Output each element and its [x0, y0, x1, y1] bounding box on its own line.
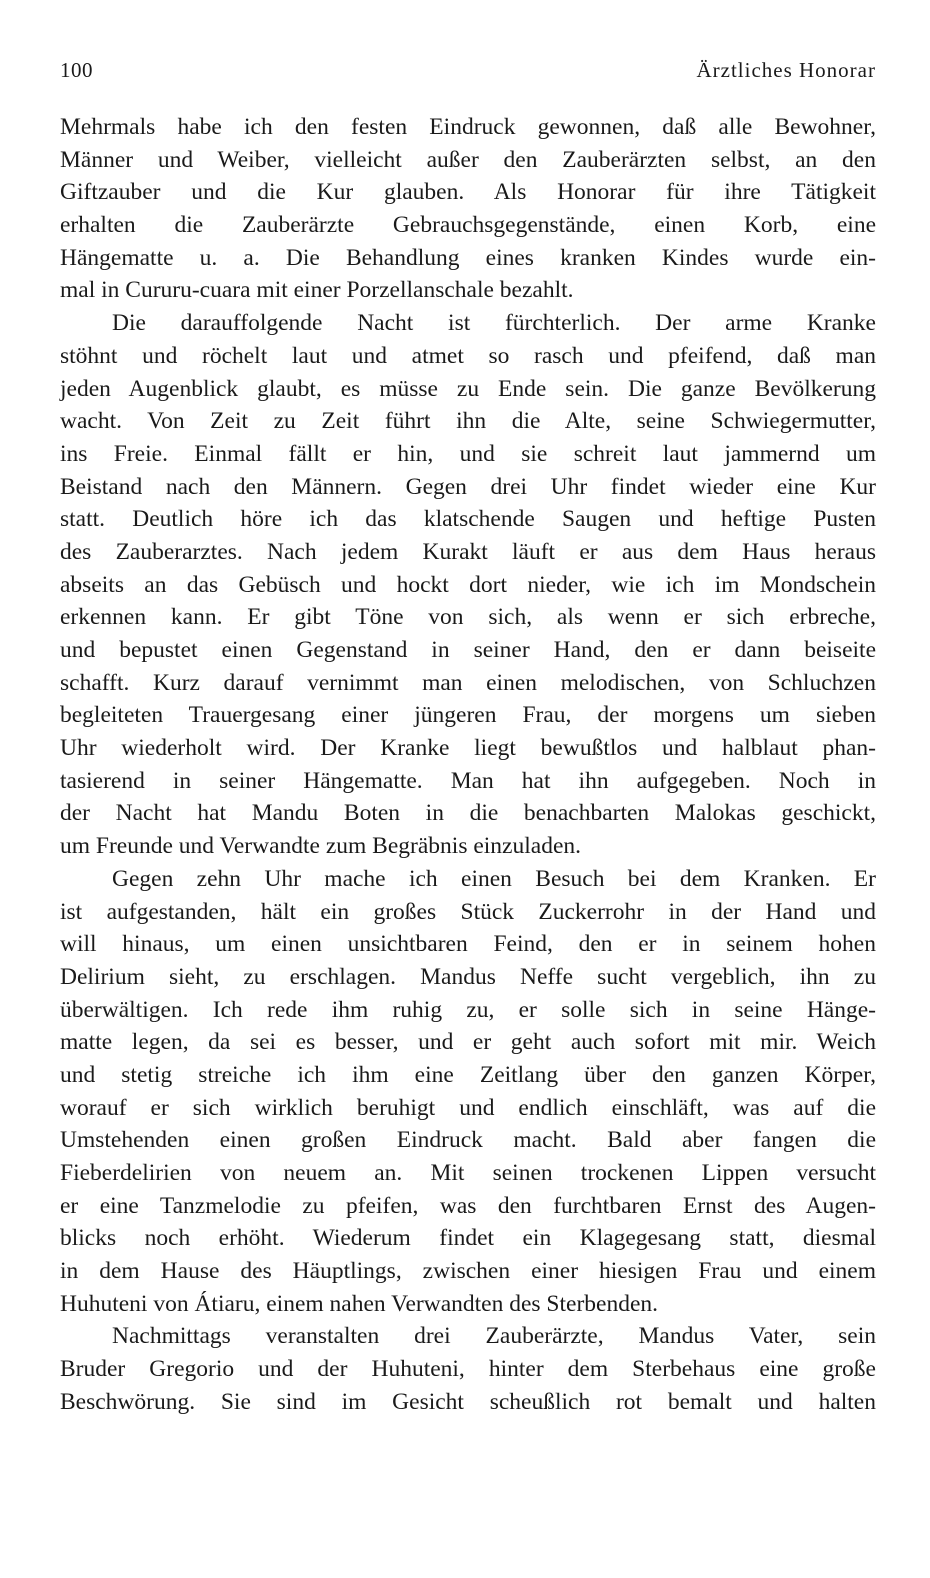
text-line: stöhnt und röchelt laut und atmet so rasch und pfeifend, daß man — [60, 342, 876, 369]
text-line: Gegen zehn Uhr mache ich einen Besuch bei dem Kranken. Er — [112, 865, 876, 892]
body-text — [60, 111, 876, 1419]
text-line: begleiteten Trauergesang einer jüngeren Frau, der morgens um sieben — [60, 702, 876, 729]
book-page — [60, 58, 876, 1419]
text-line: Beschwörung. Sie sind im Gesicht scheußlich rot bemalt und halten — [60, 1388, 876, 1415]
text-line: und bepustet einen Gegenstand in seiner Hand, den er dann beiseite — [60, 637, 876, 663]
page-number: 100 — [60, 58, 93, 82]
text-line: Giftzauber und die Kur glauben. Als Honorar für ihre Tätigkeit — [60, 179, 876, 206]
text-line: Umstehenden einen großen Eindruck macht. Bald aber fangen die — [60, 1127, 876, 1154]
text-line: er eine Tanzmelodie zu pfeifen, was den furchtbaren Ernst des Augen- — [60, 1192, 876, 1219]
text-line: schafft. Kurz darauf vernimmt man einen melodischen, von Schluchzen — [60, 669, 876, 696]
text-line: statt. Deutlich höre ich das klatschende Saugen und heftige Pusten — [60, 506, 876, 533]
text-line: Fieberdelirien von neuem an. Mit seinen trockenen Lippen versucht — [60, 1160, 876, 1186]
text-line: erhalten die Zauberärzte Gebrauchsgegenstände, einen Korb, eine — [60, 212, 876, 239]
text-line: abseits an das Gebüsch und hockt dort nieder, wie ich im Mondschein — [60, 571, 876, 598]
text-line: Huhuteni von Átiaru, einem nahen Verwandten des Sterbenden. — [60, 1290, 658, 1317]
text-line: der Nacht hat Mandu Boten in die benachbarten Malokas geschickt, — [60, 800, 876, 827]
text-line: des Zauberarztes. Nach jedem Kurakt läuft er aus dem Haus heraus — [60, 538, 876, 565]
text-line: ist aufgestanden, hält ein großes Stück Zuckerrohr in der Hand und — [60, 898, 876, 925]
text-line: in dem Hause des Häuptlings, zwischen einer hiesigen Frau und einem — [60, 1258, 876, 1285]
paragraph — [60, 1320, 876, 1418]
text-line: überwältigen. Ich rede ihm ruhig zu, er solle sich in seine Hänge- — [60, 996, 876, 1023]
text-line: wacht. Von Zeit zu Zeit führt ihn die Alte, seine Schwiegermutter, — [60, 408, 876, 435]
text-line: Bruder Gregorio und der Huhuteni, hinter dem Sterbehaus eine große — [60, 1356, 876, 1383]
text-line: worauf er sich wirklich beruhigt und endlich einschläft, was auf die — [60, 1094, 876, 1121]
paragraph — [60, 307, 876, 863]
running-head — [60, 58, 876, 88]
text-line: Beistand nach den Männern. Gegen drei Uhr findet wieder eine Kur — [60, 473, 876, 500]
text-line: Männer und Weiber, vielleicht außer den Zauberärzten selbst, an den — [60, 146, 876, 173]
text-line: Mehrmals habe ich den festen Eindruck gewonnen, daß alle Bewohner, — [60, 114, 876, 140]
text-line: jeden Augenblick glaubt, es müsse zu Ende sein. Die ganze Bevölkerung — [60, 375, 876, 402]
text-line: tasierend in seiner Hängematte. Man hat ihn aufgegeben. Noch in — [60, 767, 876, 794]
paragraph — [60, 863, 876, 1321]
text-line: mal in Cururu-cuara mit einer Porzellanschale bezahlt. — [60, 277, 574, 304]
text-line: erkennen kann. Er gibt Töne von sich, als wenn er sich erbreche, — [60, 604, 876, 631]
text-line: Die darauffolgende Nacht ist fürchterlich. Der arme Kranke — [112, 310, 876, 337]
text-line: Nachmittags veranstalten drei Zauberärzte, Mandus Vater, sein — [112, 1323, 876, 1350]
running-title: Ärztliches Honorar — [696, 58, 876, 82]
text-line: ins Freie. Einmal fällt er hin, und sie schreit laut jammernd um — [60, 440, 876, 467]
text-line: um Freunde und Verwandte zum Begräbnis einzuladen. — [60, 833, 581, 860]
text-line: Delirium sieht, zu erschlagen. Mandus Neffe sucht vergeblich, ihn zu — [60, 963, 876, 990]
text-line: Hängematte u. a. Die Behandlung eines kranken Kindes wurde ein- — [60, 244, 876, 271]
text-line: blicks noch erhöht. Wiederum findet ein Klagegesang statt, diesmal — [60, 1225, 876, 1252]
text-line: Uhr wiederholt wird. Der Kranke liegt bewußtlos und halblaut phan- — [60, 735, 876, 762]
text-line: matte legen, da sei es besser, und er geht auch sofort mit mir. Weich — [60, 1029, 876, 1056]
paragraph — [60, 111, 876, 307]
text-line: will hinaus, um einen unsichtbaren Feind, den er in seinem hohen — [60, 931, 876, 958]
text-line: und stetig streiche ich ihm eine Zeitlang über den ganzen Körper, — [60, 1061, 876, 1088]
